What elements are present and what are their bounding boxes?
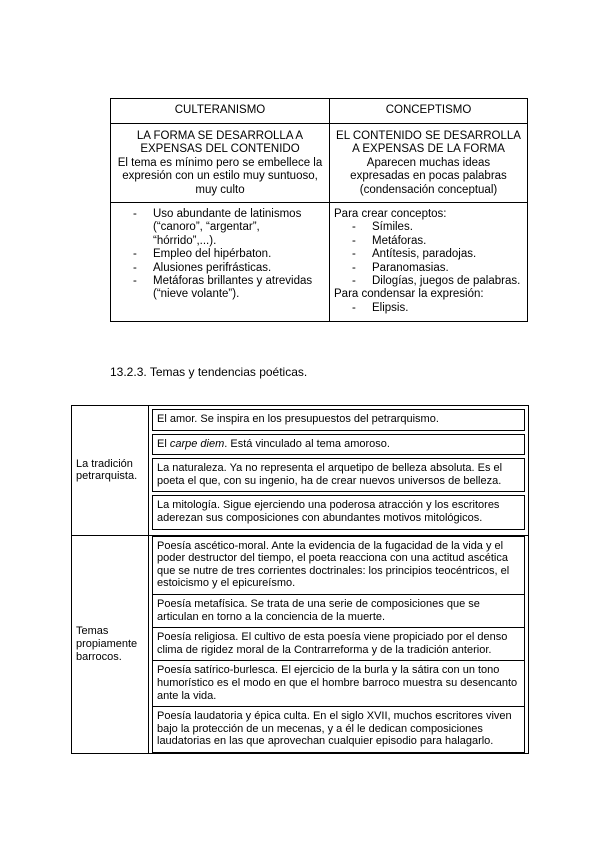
conceptismo-title: EL CONTENIDO SE DESARROLLA A EXPENSAS DE LA FORMA <box>336 130 521 156</box>
theme-term: El amor <box>157 413 195 425</box>
list-item: - Antítesis, paradojas. <box>334 248 523 261</box>
theme-text: . El ejercicio de la burla y la sátira con un tono humorístico es el modo en que el hombre barroco muestra su desencanto ante la vida. <box>157 664 518 702</box>
theme-religiosa <box>152 628 525 661</box>
theme-ascetico-moral <box>152 536 525 595</box>
theme-cell <box>149 455 529 492</box>
theme-cell <box>149 661 529 707</box>
conceptismo-definition <box>330 124 528 203</box>
theme-term: La mitología <box>157 499 217 512</box>
culteranismo-title: LA FORMA SE DESARROLLA A EXPENSAS DEL CONTENIDO <box>136 130 304 156</box>
theme-mitologia <box>152 495 525 529</box>
list-item: - Metáforas brillantes y atrevidas (“nieve volante”). <box>115 275 325 302</box>
list-item: - Alusiones perifrásticas. <box>115 262 325 275</box>
theme-text: . Se trata de una serie de composiciones que se articulan en torno a la conciencia de la muerte. <box>157 597 480 623</box>
theme-term: Poesía satírico-burlesca <box>157 664 275 677</box>
themes-table <box>71 405 529 754</box>
conceptismo-description: Aparecen muchas ideas expresadas en pocas palabras (condensación conceptual) <box>350 156 507 196</box>
theme-term: Poesía laudatoria y épica culta <box>157 710 307 723</box>
theme-cell <box>149 595 529 628</box>
theme-cell <box>149 707 529 753</box>
theme-cell <box>149 628 529 661</box>
theme-term-italic: carpe diem <box>169 437 225 450</box>
culteranismo-conceptismo-table <box>110 98 528 322</box>
culteranismo-definition <box>111 124 330 203</box>
conceptismo-features <box>330 203 528 322</box>
theme-cell <box>149 535 529 595</box>
theme-text: . El cultivo de esta poesía viene propiciado por el denso clima de rigidez moral de la Contrarreforma y de la tradición anterior. <box>157 631 508 656</box>
list-item: - Empleo del hipérbaton. <box>115 248 325 261</box>
list-item: - Elipsis. <box>334 302 523 315</box>
theme-carpe-diem <box>152 434 525 456</box>
list-item: - Paranomasias. <box>334 262 523 275</box>
theme-cell <box>149 431 529 456</box>
theme-text: . Está vinculado al tema amoroso. <box>224 437 390 450</box>
list-item: - Uso abundante de latinismos (“canoro”, “argentar”, “hórrido”,...). <box>115 208 325 248</box>
header-conceptismo: CONCEPTISMO <box>330 99 528 124</box>
header-culteranismo: CULTERANISMO <box>111 99 330 124</box>
theme-text: . Ante la evidencia de la fugacidad de la vida y el poder destructor del tiempo, el poeta reacciona con una actitud ascética que se nutre de tres corrientes doctrinales: los principios teocéntricos, el estoicismo y el epicureísmo. <box>157 539 510 590</box>
theme-satirico-burlesca <box>152 661 525 707</box>
theme-term: Poesía religiosa <box>157 631 236 644</box>
theme-cell <box>149 406 529 431</box>
theme-term: Poesía metafísica <box>157 597 245 610</box>
list-item: - Dilogías, juegos de palabras. <box>334 275 523 288</box>
list-item: - Metáforas. <box>334 235 523 248</box>
theme-naturaleza <box>152 458 525 492</box>
theme-text: . Ya no representa el arquetipo de belleza absoluta. Es el poeta el que, con su ingenio, ha de crear nuevos universos de belleza. <box>157 462 503 487</box>
theme-text: . En el siglo XVII, muchos escritores viven bajo la protección de un mecenas, y a él le dedican composiciones laudatorias en las que aprovechan cualquier episodio para halagarlo. <box>157 710 512 748</box>
culteranismo-description: El tema es mínimo pero se embellece la expresión con un estilo muy suntuoso, muy culto <box>117 156 323 196</box>
conceptismo-intro-conceptos: Para crear conceptos: <box>334 208 447 221</box>
theme-amor <box>152 409 525 431</box>
conceptismo-intro-condensar: Para condensar la expresión: <box>334 288 484 301</box>
section-heading: 13.2.3. Temas y tendencias poéticas. <box>110 365 308 379</box>
list-item: - Símiles. <box>334 221 523 234</box>
group-label-barrocos: Temas propiamente barrocos. <box>72 535 149 753</box>
theme-term: Poesía ascético-moral <box>157 539 266 552</box>
theme-metafisica <box>152 595 525 628</box>
culteranismo-features <box>111 203 330 322</box>
theme-term: La naturaleza <box>157 462 224 475</box>
theme-term: El <box>157 437 170 450</box>
theme-text: . Se inspira en los presupuestos del petrarquismo. <box>194 413 439 425</box>
theme-laudatoria-epica <box>152 707 525 753</box>
group-label-petrarquista: La tradición petrarquista. <box>72 406 149 536</box>
theme-text: . Sigue ejerciendo una poderosa atracción y los escritores aderezan sus composiciones con abundantes motivos mitológicos. <box>157 499 500 524</box>
theme-cell <box>149 492 529 535</box>
